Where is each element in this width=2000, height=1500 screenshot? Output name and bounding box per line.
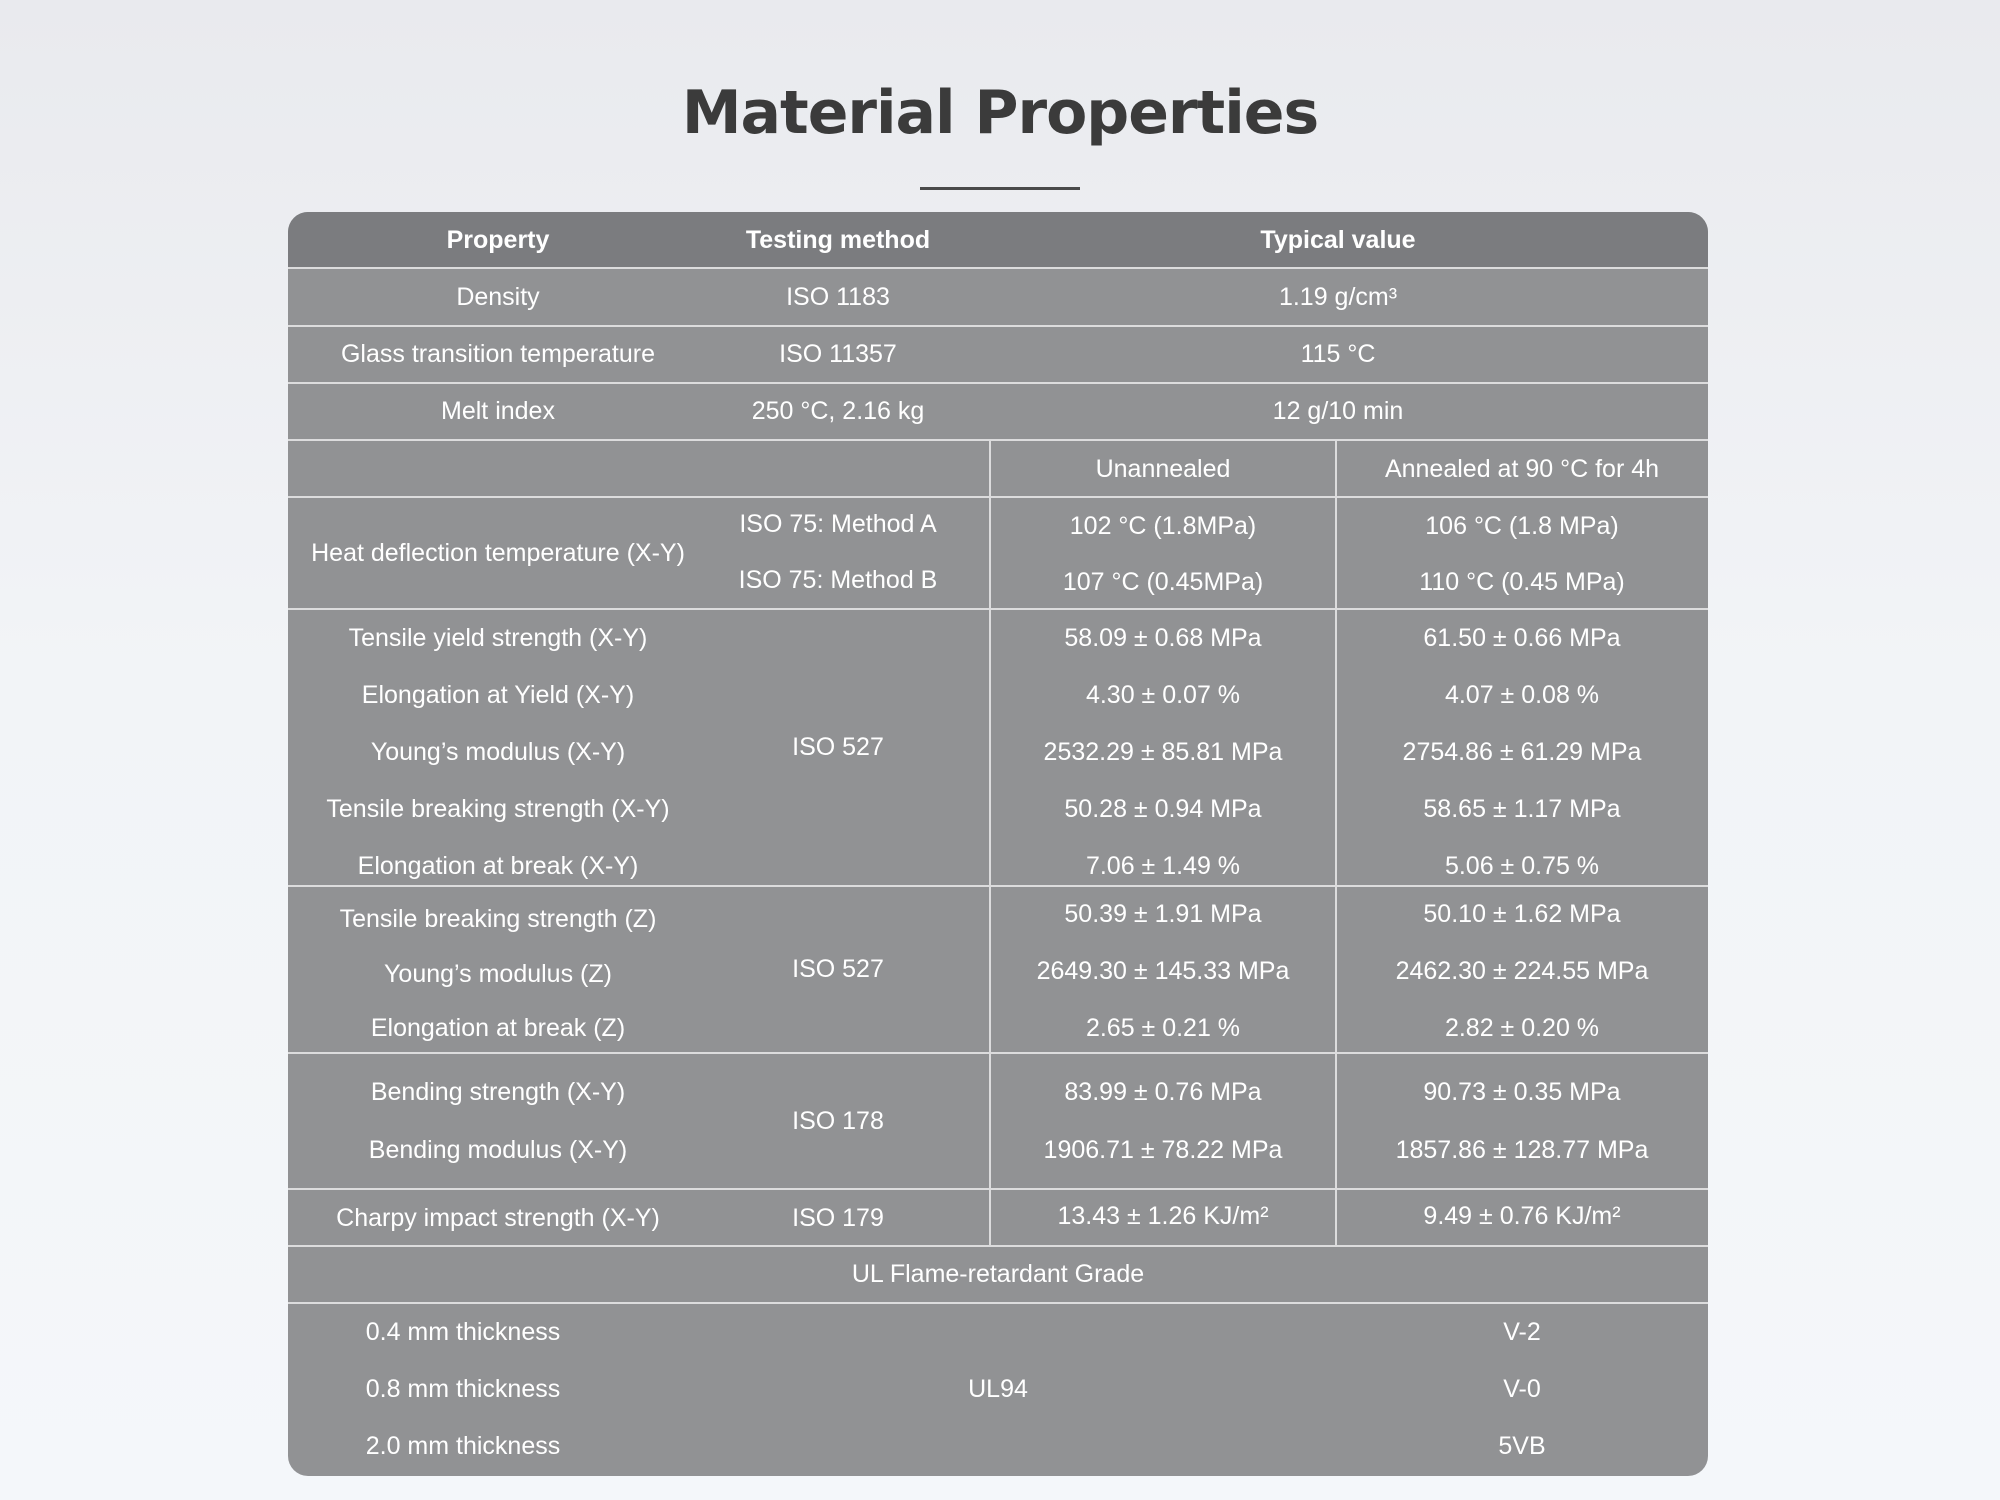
charpy-method: ISO 179 xyxy=(792,1204,884,1232)
melt-index-value: 12 g/10 min xyxy=(1272,396,1404,425)
ul-grade: V-0 xyxy=(1503,1374,1541,1403)
charpy-unannealed: 13.43 ± 1.26 KJ/m² xyxy=(1057,1202,1269,1230)
tensile-xy-property: Tensile yield strength (X-Y) xyxy=(348,623,648,652)
hdt-a-unannealed: 102 °C (1.8MPa) xyxy=(1069,511,1257,540)
tensile-xy-annealed: 58.65 ± 1.17 MPa xyxy=(1423,794,1621,823)
density-value: 1.19 g/cm³ xyxy=(1278,282,1398,311)
subheader-unannealed: Unannealed xyxy=(1095,454,1231,483)
density-method: ISO 1183 xyxy=(786,282,890,311)
tensile-xy-unannealed: 58.09 ± 0.68 MPa xyxy=(1064,623,1262,652)
ul-thickness: 0.4 mm thickness xyxy=(365,1317,561,1346)
hdt-a-annealed: 106 °C (1.8 MPa) xyxy=(1425,511,1619,540)
bending-annealed: 90.73 ± 0.35 MPa xyxy=(1423,1077,1621,1106)
bending-property: Bending modulus (X-Y) xyxy=(368,1135,628,1164)
density-property: Density xyxy=(456,282,540,311)
tensile-xy-property: Elongation at break (X-Y) xyxy=(357,851,639,880)
tensile-xy-property: Young’s modulus (X-Y) xyxy=(370,737,626,766)
glass-transition-property: Glass transition temperature xyxy=(340,339,656,368)
tensile-xy-annealed: 4.07 ± 0.08 % xyxy=(1444,680,1600,709)
tensile-xy-property: Tensile breaking strength (X-Y) xyxy=(326,794,670,823)
melt-index-property: Melt index xyxy=(441,396,555,425)
tensile-xy-unannealed: 4.30 ± 0.07 % xyxy=(1085,680,1241,709)
tensile-xy-annealed: 2754.86 ± 61.29 MPa xyxy=(1402,737,1642,766)
ul-grade: 5VB xyxy=(1498,1431,1546,1460)
hdt-method-a: ISO 75: Method A xyxy=(739,509,937,538)
charpy-property: Charpy impact strength (X-Y) xyxy=(336,1204,660,1232)
bending-property: Bending strength (X-Y) xyxy=(370,1077,626,1106)
ul-thickness: 2.0 mm thickness xyxy=(365,1431,561,1460)
charpy-annealed: 9.49 ± 0.76 KJ/m² xyxy=(1423,1202,1621,1230)
tensile-z-annealed: 2.82 ± 0.20 % xyxy=(1444,1013,1600,1042)
bending-annealed: 1857.86 ± 128.77 MPa xyxy=(1395,1135,1649,1164)
ul-grade-heading: UL Flame-retardant Grade xyxy=(851,1260,1145,1288)
tensile-z-property: Elongation at break (Z) xyxy=(370,1013,626,1042)
bending-unannealed: 83.99 ± 0.76 MPa xyxy=(1064,1077,1262,1106)
tensile-z-method: ISO 527 xyxy=(792,955,884,983)
material-properties-table xyxy=(288,212,1708,1476)
tensile-xy-annealed: 5.06 ± 0.75 % xyxy=(1444,851,1600,880)
hdt-b-unannealed: 107 °C (0.45MPa) xyxy=(1062,567,1264,596)
tensile-z-property: Young’s modulus (Z) xyxy=(384,959,612,988)
header-property: Property xyxy=(446,225,550,254)
ul-grade: V-2 xyxy=(1503,1317,1541,1346)
header-testing-method: Testing method xyxy=(745,225,931,254)
melt-index-method: 250 °C, 2.16 kg xyxy=(751,396,925,425)
tensile-xy-annealed: 61.50 ± 0.66 MPa xyxy=(1423,623,1621,652)
ul-thickness: 0.8 mm thickness xyxy=(365,1374,561,1403)
tensile-xy-unannealed: 2532.29 ± 85.81 MPa xyxy=(1043,737,1283,766)
tensile-z-property: Tensile breaking strength (Z) xyxy=(339,904,657,933)
header-typical-value: Typical value xyxy=(1260,225,1416,254)
title-underline xyxy=(920,187,1080,190)
subheader-annealed: Annealed at 90 °C for 4h xyxy=(1384,454,1660,483)
tensile-z-unannealed: 2.65 ± 0.21 % xyxy=(1085,1013,1241,1042)
tensile-z-unannealed: 50.39 ± 1.91 MPa xyxy=(1064,899,1262,928)
tensile-xy-property: Elongation at Yield (X-Y) xyxy=(361,680,635,709)
bending-method: ISO 178 xyxy=(792,1106,884,1135)
hdt-b-annealed: 110 °C (0.45 MPa) xyxy=(1419,567,1625,596)
glass-transition-value: 115 °C xyxy=(1300,339,1376,368)
ul-method: UL94 xyxy=(968,1374,1028,1403)
hdt-method-b: ISO 75: Method B xyxy=(738,565,938,594)
bending-unannealed: 1906.71 ± 78.22 MPa xyxy=(1043,1135,1283,1164)
hdt-property: Heat deflection temperature (X-Y) xyxy=(311,538,685,567)
tensile-xy-unannealed: 50.28 ± 0.94 MPa xyxy=(1064,794,1262,823)
tensile-z-annealed: 50.10 ± 1.62 MPa xyxy=(1423,899,1621,928)
tensile-z-annealed: 2462.30 ± 224.55 MPa xyxy=(1395,956,1649,985)
tensile-xy-method: ISO 527 xyxy=(792,733,884,761)
page-title: Material Properties xyxy=(681,78,1319,148)
tensile-xy-unannealed: 7.06 ± 1.49 % xyxy=(1085,851,1241,880)
glass-transition-method: ISO 11357 xyxy=(779,339,897,368)
tensile-z-unannealed: 2649.30 ± 145.33 MPa xyxy=(1036,956,1290,985)
